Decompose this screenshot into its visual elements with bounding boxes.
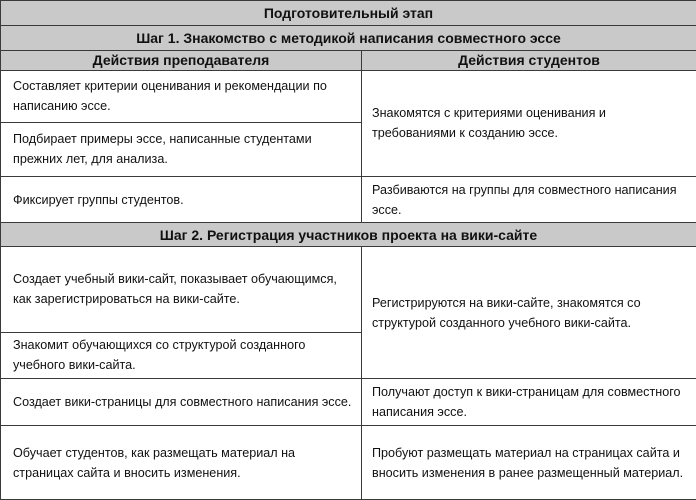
teacher-action-cell: Создает вики-страницы для совместного написания эссе. [1,379,362,426]
teacher-column-header: Действия преподавателя [1,50,362,70]
step2-title: Шаг 2. Регистрация участников проекта на вики-сайте [1,223,696,247]
student-column-header: Действия студентов [362,50,696,70]
teacher-action-cell: Подбирает примеры эссе, написанные студентами прежних лет, для анализа. [1,122,362,176]
student-action-cell: Знакомятся с критериями оценивания и требованиями к созданию эссе. [362,70,696,176]
student-action-cell: Регистрируются на вики-сайте, знакомятся со структурой созданного учебного вики-сайта. [362,247,696,379]
student-action-cell: Разбиваются на группы для совместного написания эссе. [362,176,696,223]
teacher-action-cell: Фиксирует группы студентов. [1,176,362,223]
teacher-action-cell: Составляет критерии оценивания и рекомендации по написанию эссе. [1,70,362,122]
student-action-cell: Пробуют размещать материал на страницах сайта и вносить изменения в ранее размещенный материал. [362,426,696,500]
teacher-action-cell: Обучает студентов, как размещать материал на страницах сайта и вносить изменения. [1,426,362,500]
student-action-cell: Получают доступ к вики-страницам для совместного написания эссе. [362,379,696,426]
step1-title: Шаг 1. Знакомство с методикой написания совместного эссе [1,25,696,50]
teacher-action-cell: Знакомит обучающихся со структурой созданного учебного вики-сайта. [1,332,362,379]
teacher-action-cell: Создает учебный вики-сайт, показывает обучающимся, как зарегистрироваться на вики-сайте. [1,247,362,332]
stage-title: Подготовительный этап [1,1,696,26]
